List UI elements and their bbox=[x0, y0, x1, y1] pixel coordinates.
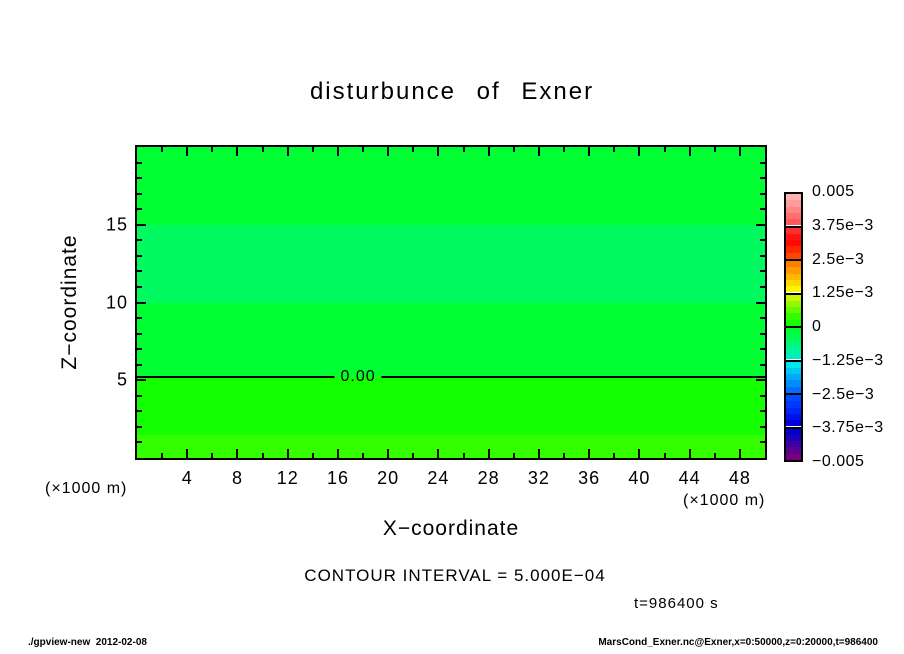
x-tick bbox=[186, 449, 188, 458]
x-axis-label: X−coordinate bbox=[382, 517, 520, 540]
x-tick bbox=[161, 147, 163, 152]
x-tick bbox=[664, 453, 666, 458]
contour-line bbox=[137, 376, 765, 378]
x-tick bbox=[463, 147, 465, 152]
x-tick bbox=[689, 449, 691, 458]
y-tick bbox=[760, 208, 765, 210]
y-tick bbox=[760, 162, 765, 164]
x-tick bbox=[287, 147, 289, 156]
y-tick bbox=[756, 302, 765, 304]
x-tick bbox=[538, 449, 540, 458]
y-tick bbox=[137, 286, 142, 288]
x-tick bbox=[488, 449, 490, 458]
footer-source-info: MarsCond_Exner.nc@Exner,x=0:50000,z=0:20000,t=986400 bbox=[598, 637, 878, 648]
colorbar-segment bbox=[786, 427, 801, 461]
colorbar-label: 0 bbox=[812, 318, 822, 335]
y-axis-factor: (×1000 m) bbox=[45, 480, 128, 497]
colorbar bbox=[784, 192, 803, 462]
x-tick bbox=[312, 147, 314, 152]
x-tick-label: 36 bbox=[578, 468, 601, 488]
colorbar-label: −0.005 bbox=[812, 453, 865, 470]
colorbar-segment bbox=[786, 360, 801, 394]
y-tick bbox=[137, 410, 142, 412]
colorbar-segment bbox=[786, 326, 801, 360]
y-tick bbox=[137, 426, 142, 428]
x-tick bbox=[362, 147, 364, 152]
y-tick bbox=[137, 208, 142, 210]
x-tick bbox=[387, 147, 389, 156]
x-tick-label: 44 bbox=[678, 468, 701, 488]
y-tick bbox=[137, 364, 142, 366]
y-tick bbox=[137, 395, 142, 397]
x-tick-labels bbox=[137, 468, 765, 490]
x-tick bbox=[488, 147, 490, 156]
x-tick bbox=[664, 147, 666, 152]
x-tick bbox=[437, 147, 439, 156]
x-tick bbox=[613, 147, 615, 152]
colorbar-label: 2.5e−3 bbox=[812, 250, 865, 268]
y-tick bbox=[760, 193, 765, 195]
x-tick bbox=[211, 453, 213, 458]
x-tick bbox=[186, 147, 188, 156]
y-tick bbox=[137, 255, 142, 257]
y-tick-label: 5 bbox=[116, 369, 128, 390]
x-tick-label: 24 bbox=[427, 468, 450, 488]
time-note: t=986400 s bbox=[634, 595, 719, 612]
colorbar-label: −1.25e−3 bbox=[812, 351, 884, 369]
color-band bbox=[137, 147, 765, 225]
y-tick bbox=[760, 395, 765, 397]
x-tick bbox=[638, 147, 640, 156]
y-tick bbox=[760, 364, 765, 366]
x-tick bbox=[563, 147, 565, 152]
x-tick bbox=[287, 449, 289, 458]
y-tick bbox=[137, 441, 142, 443]
x-tick-label: 20 bbox=[377, 468, 400, 488]
y-tick bbox=[137, 239, 142, 241]
y-tick bbox=[760, 410, 765, 412]
color-band bbox=[137, 377, 765, 435]
x-tick bbox=[463, 453, 465, 458]
colorbar-labels bbox=[812, 183, 904, 470]
x-tick bbox=[412, 453, 414, 458]
x-tick bbox=[588, 147, 590, 156]
colorbar-label: −2.5e−3 bbox=[812, 385, 875, 403]
x-tick bbox=[337, 449, 339, 458]
x-tick bbox=[538, 147, 540, 156]
colorbar-segment bbox=[786, 259, 801, 293]
y-axis-label: Z−coordinate bbox=[58, 234, 81, 370]
y-tick bbox=[137, 224, 146, 226]
x-tick bbox=[387, 449, 389, 458]
contour-interval-note: CONTOUR INTERVAL = 5.000E−04 bbox=[304, 566, 606, 585]
y-tick-label: 10 bbox=[105, 292, 128, 312]
plot-area bbox=[137, 147, 765, 458]
colorbar-label: 1.25e−3 bbox=[812, 284, 874, 302]
x-tick-label: 4 bbox=[181, 468, 193, 488]
y-tick bbox=[756, 224, 765, 226]
x-tick bbox=[337, 147, 339, 156]
x-tick bbox=[262, 147, 264, 152]
x-tick bbox=[739, 449, 741, 458]
plot-frame bbox=[135, 145, 767, 460]
color-band bbox=[137, 435, 765, 458]
x-tick bbox=[739, 147, 741, 156]
x-tick bbox=[588, 449, 590, 458]
x-tick-label: 28 bbox=[477, 468, 500, 488]
x-tick-label: 12 bbox=[276, 468, 299, 488]
colorbar-segment bbox=[786, 194, 801, 226]
x-tick bbox=[714, 147, 716, 152]
y-tick bbox=[137, 379, 146, 381]
colorbar-segment bbox=[786, 226, 801, 260]
x-tick-label: 8 bbox=[231, 468, 243, 488]
colorbar-label: 3.75e−3 bbox=[812, 216, 874, 234]
x-tick-label: 48 bbox=[728, 468, 751, 488]
x-tick bbox=[161, 453, 163, 458]
x-tick bbox=[362, 453, 364, 458]
x-tick bbox=[437, 449, 439, 458]
y-tick bbox=[137, 177, 142, 179]
x-tick bbox=[689, 147, 691, 156]
y-tick bbox=[760, 441, 765, 443]
y-tick bbox=[760, 286, 765, 288]
x-tick bbox=[262, 453, 264, 458]
x-tick bbox=[613, 453, 615, 458]
x-axis-factor: (×1000 m) bbox=[683, 492, 766, 509]
y-tick bbox=[760, 426, 765, 428]
y-tick bbox=[756, 379, 765, 381]
x-tick bbox=[312, 453, 314, 458]
y-tick bbox=[760, 239, 765, 241]
x-tick bbox=[638, 449, 640, 458]
colorbar-segment bbox=[786, 393, 801, 427]
y-tick bbox=[760, 270, 765, 272]
y-tick-label: 15 bbox=[105, 214, 128, 235]
y-tick bbox=[137, 193, 142, 195]
y-tick bbox=[760, 333, 765, 335]
x-tick bbox=[513, 453, 515, 458]
y-tick bbox=[137, 348, 142, 350]
colorbar-subband bbox=[786, 454, 801, 460]
chart-title: disturbunce of Exner bbox=[309, 78, 595, 105]
x-tick-label: 32 bbox=[527, 468, 550, 488]
x-tick bbox=[412, 147, 414, 152]
y-tick bbox=[137, 333, 142, 335]
x-tick bbox=[563, 453, 565, 458]
footer-command-line: ./gpview-new 2012-02-08 bbox=[28, 637, 147, 648]
x-tick bbox=[211, 147, 213, 152]
y-tick bbox=[760, 255, 765, 257]
x-tick bbox=[236, 147, 238, 156]
y-tick bbox=[137, 302, 146, 304]
x-tick bbox=[714, 453, 716, 458]
x-tick-label: 16 bbox=[326, 468, 349, 488]
colorbar-label: −3.75e−3 bbox=[812, 419, 884, 437]
color-band bbox=[137, 303, 765, 378]
y-tick bbox=[760, 348, 765, 350]
x-tick-label: 40 bbox=[628, 468, 651, 488]
x-tick bbox=[236, 449, 238, 458]
y-tick bbox=[137, 162, 142, 164]
y-tick bbox=[760, 317, 765, 319]
colorbar-segment bbox=[786, 293, 801, 327]
color-band bbox=[137, 225, 765, 303]
colorbar-label: 0.005 bbox=[812, 183, 855, 200]
y-tick bbox=[137, 317, 142, 319]
y-tick-labels bbox=[88, 147, 128, 458]
contour-label: 0.00 bbox=[334, 368, 381, 386]
y-tick bbox=[760, 177, 765, 179]
x-tick bbox=[513, 147, 515, 152]
y-tick bbox=[137, 270, 142, 272]
